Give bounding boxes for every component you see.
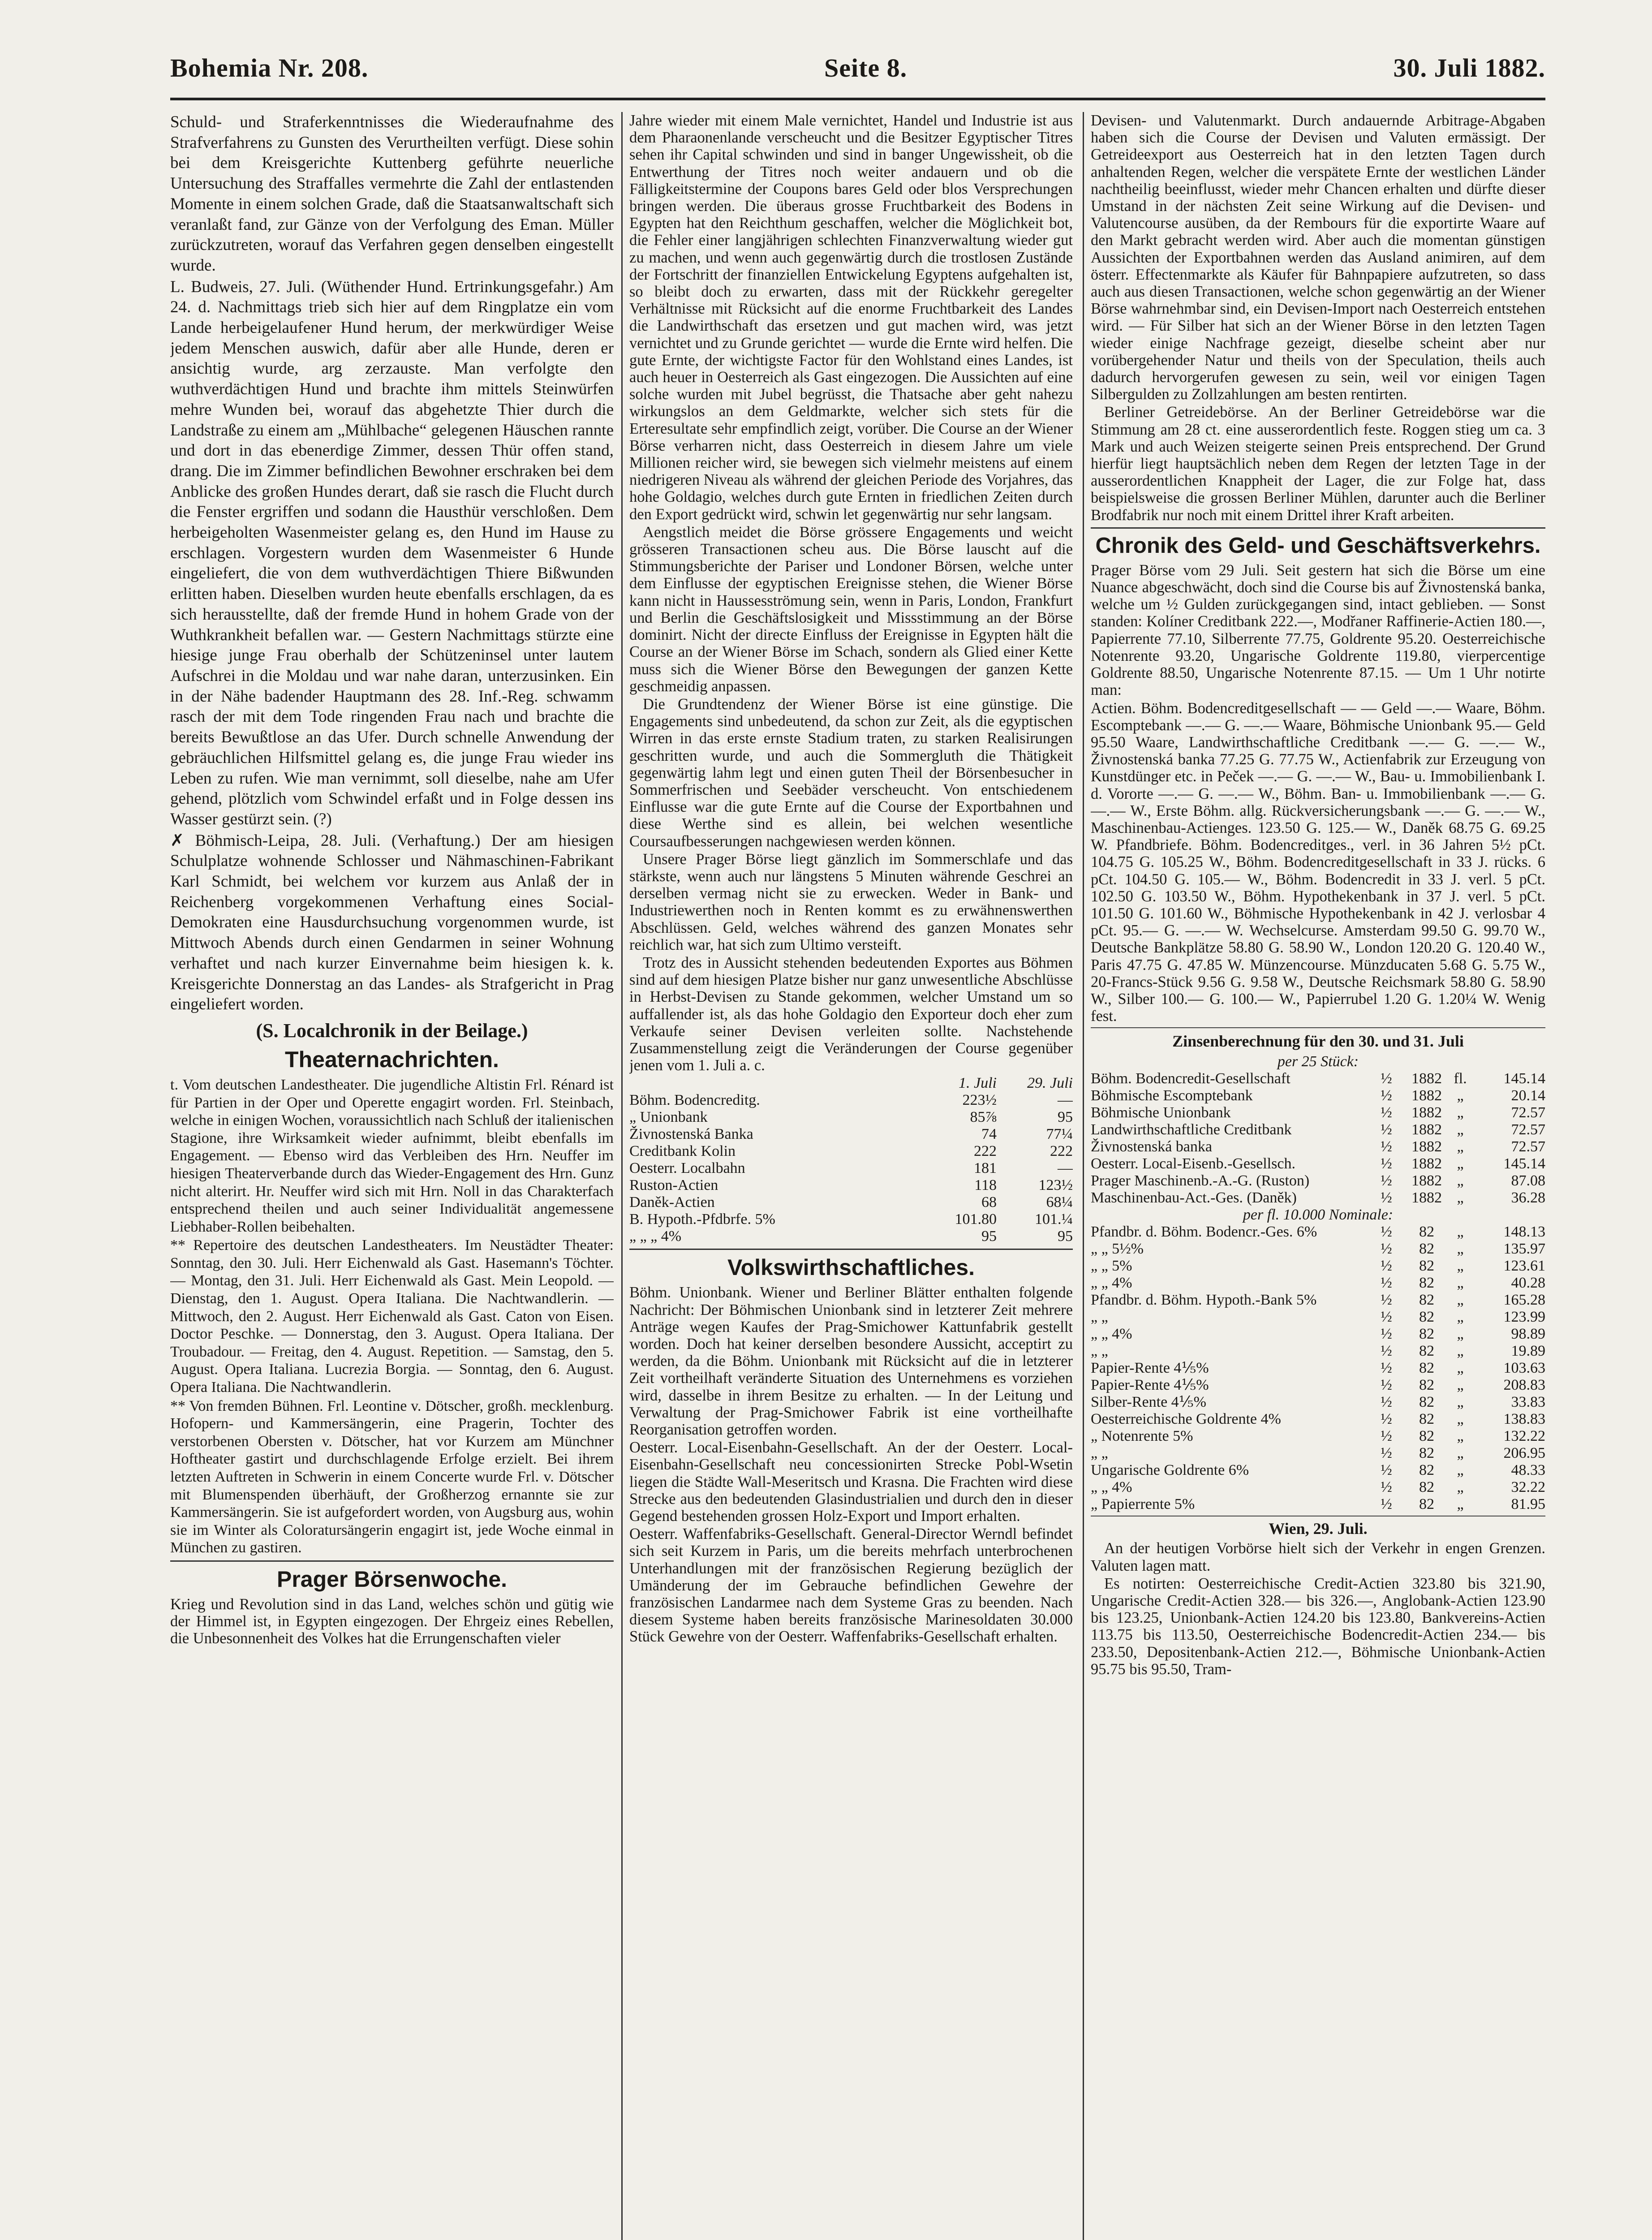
article-vienna-1: An der heutigen Vorbörse hielt sich der Verkehr in engen Grenzen. Valuten lagen matt.	[1091, 1540, 1545, 1574]
table-row	[629, 1126, 1073, 1143]
security-name: Ungarische Goldrente 6%	[1091, 1462, 1249, 1479]
security-name: Pfandbr. d. Böhm. Bodencr.-Ges. 6%	[1091, 1223, 1317, 1241]
value-july-1: 95	[981, 1228, 997, 1245]
table-row	[1091, 1223, 1545, 1241]
period: ½	[1381, 1394, 1392, 1411]
year: 82	[1419, 1258, 1434, 1275]
article-unionbank: Böhm. Unionbank. Wiener und Berliner Blätter enthalten folgende Nachricht: Der Böhmischen Unionbank sind in letzterer Zeit mehrere Anträge wegen Kaufes der Prag-Smichower Kattunfabrik gestellt worden. Doch hat keiner derselben besondere Aussicht, acceptirt zu werden, da die Böhm. Unionbank mit Rücksicht auf die in letzterer Zeit vortheilhaft veränderte Situation des Unternehmens es vorziehen wird, dasselbe in ihrem Besitze zu erhalten. — In der Leitung und Verwaltung der Prag-Smichower Fabrik ist eine vortheilhafte Reorganisation getroffen worden.	[629, 1284, 1073, 1438]
security-name: Maschinenbau-Act.-Ges. (Daněk)	[1091, 1189, 1297, 1206]
currency: „	[1457, 1258, 1464, 1275]
year: 82	[1419, 1223, 1434, 1241]
interest-table-subtitle-2: per fl. 10.000 Nominale:	[1243, 1206, 1394, 1223]
security-name: Papier-Rente 4⅕%	[1091, 1377, 1209, 1394]
column-3	[1091, 112, 1545, 2240]
interest-table	[1091, 1070, 1545, 1206]
table-row	[1091, 1258, 1545, 1275]
article-prager-boerse: Prager Börse vom 29 Juli. Seit gestern hat sich die Börse um eine Nuance abgeschwächt, doch sind die Course bis auf Živnostenská banka, welche um ½ Gulden zurückgegangen sind, intact geblieben. — Sonst standen: Kolíner Creditbank 222.—, Modřaner Raffinerie-Actien 180.—, Papierrente 77.10, Silberrente 77.75, Goldrente 95.20. Oesterreichische Notenrente 93.20, Ungarische Goldrente 119.80, vierpercentige Goldrente 88.50, Ungarische Notenrente 87.15. — Um 1 Uhr notirte man:	[1091, 561, 1545, 699]
interest-table-subtitle: per 25 Stück:	[1277, 1053, 1359, 1070]
table-row	[629, 1177, 1073, 1194]
year: 82	[1419, 1241, 1434, 1258]
interest-amount: 138.83	[1503, 1411, 1545, 1428]
currency: „	[1457, 1360, 1464, 1377]
period: ½	[1381, 1258, 1392, 1275]
currency: „	[1457, 1445, 1464, 1462]
year: 1882	[1411, 1070, 1442, 1087]
table-row	[1091, 1087, 1545, 1104]
value-july-1: 68	[981, 1194, 997, 1211]
period: ½	[1381, 1172, 1392, 1189]
currency: „	[1457, 1155, 1464, 1172]
year: 82	[1419, 1377, 1434, 1394]
security-name: Böhmische Escomptebank	[1091, 1087, 1253, 1104]
table-row	[1091, 1155, 1545, 1172]
year: 82	[1419, 1292, 1434, 1309]
security-name: „ „ „ 4%	[629, 1228, 682, 1245]
interest-table-2	[1091, 1223, 1545, 1513]
section-rule	[170, 1560, 614, 1562]
interest-amount: 33.83	[1511, 1394, 1545, 1411]
value-july-29: 222	[1050, 1143, 1073, 1160]
table-row	[629, 1143, 1073, 1160]
interest-amount: 40.28	[1511, 1275, 1545, 1292]
security-name: Oesterr. Local-Eisenb.-Gesellsch.	[1091, 1155, 1295, 1172]
value-july-1: 101.80	[955, 1211, 997, 1228]
currency: „	[1457, 1462, 1464, 1479]
interest-amount: 19.89	[1511, 1343, 1545, 1360]
interest-amount: 165.28	[1503, 1292, 1545, 1309]
period: ½	[1381, 1241, 1392, 1258]
year: 82	[1419, 1275, 1434, 1292]
security-name: „ Notenrente 5%	[1091, 1428, 1193, 1445]
page-number: Seite 8.	[824, 53, 908, 82]
security-name: Ruston-Actien	[629, 1177, 718, 1194]
course-table	[629, 1092, 1073, 1245]
year: 82	[1419, 1445, 1434, 1462]
year: 82	[1419, 1428, 1434, 1445]
security-name: Böhm. Bodencreditg.	[629, 1092, 760, 1109]
table-row	[1091, 1326, 1545, 1343]
article-quotes: Actien. Böhm. Bodencreditgesellschaft — — Geld —.— Waare, Böhm. Escomptebank —.— G. —.— Waare, Böhmische Unionbank 95.— Geld 95.50 Waare, Landwirthschaftliche Creditbank —.— G. —.— W., Živnostenská banka 77.25 G. 77.75 W., Actienfabrik zur Erzeugung von Kunstdünger etc. in Peček —.— G. —.— W., Bau- u. Immobilienbank I. d. Vororte —.— G. —.— W., Böhm. Ban- u. Immobilienbank —.— G. —.— W., Erste Böhm. allg. Rückversicherungsbank —.— G. —.— W., Maschinenbau-Actienges. 123.50 G. 125.— W., Daněk 68.75 G. 69.25 W. Pfandbriefe. Böhm. Bodencreditges., verl. in 36 Jahren 5½ pCt. 104.75 G. 105.25 W., Böhm. Bodencreditgesellschaft in 33 J. rücks. 6 pCt. 104.50 G. 105.— W., Böhm. Bodencredit in 33 J. verl. 5 pCt. 102.50 G. 103.50 W., Böhm. Hypothekenbank in 37 J. verl. 5 pCt. 101.50 G. 101.60 W., Böhmische Hypothekenbank in 42 J. verlosbar 4 pCt. 95.— G. —.— W. Wechselcurse. Amsterdam 99.50 G. 99.70 W., Deutsche Bankplätze 58.80 G. 58.90 W., London 120.20 G. 120.40 W., Paris 47.75 G. 47.85 W. Münzencourse. Münzducaten 5.68 G. 5.75 W., 20-Francs-Stück 9.56 G. 9.58 W., Deutsche Reichsmark 58.80 G. 58.90 W., Silber 100.— G. 100.— W., Papierrubel 1.20 G. 1.20¼ W. Wenig fest.	[1091, 699, 1545, 1025]
value-july-1: 118	[974, 1177, 997, 1194]
table-row	[1091, 1189, 1545, 1206]
interest-amount: 72.57	[1511, 1121, 1545, 1138]
security-name: B. Hypoth.-Pfdbrfe. 5%	[629, 1211, 775, 1228]
column-head-july-1: 1. Juli	[959, 1075, 997, 1092]
year: 1882	[1411, 1087, 1442, 1104]
year: 1882	[1411, 1172, 1442, 1189]
page-header	[170, 53, 1545, 102]
currency: „	[1457, 1377, 1464, 1394]
currency: „	[1457, 1496, 1464, 1513]
security-name: Živnostenská banka	[1091, 1138, 1212, 1155]
security-name: Daněk-Actien	[629, 1194, 715, 1211]
value-july-1: 74	[981, 1126, 997, 1143]
currency: „	[1457, 1189, 1464, 1206]
security-name: „ „ 4%	[1091, 1275, 1132, 1292]
security-name: „ „ 5%	[1091, 1258, 1132, 1275]
period: ½	[1381, 1275, 1392, 1292]
year: 82	[1419, 1496, 1434, 1513]
period: ½	[1381, 1462, 1392, 1479]
security-name: Prager Maschinenb.-A.-G. (Ruston)	[1091, 1172, 1310, 1189]
period: ½	[1381, 1309, 1392, 1326]
currency: „	[1457, 1121, 1464, 1138]
security-name: „ „ 5½%	[1091, 1241, 1144, 1258]
article-boersenwoche-cont: Jahre wieder mit einem Male vernichtet, Handel und Industrie ist aus dem Pharaonenlande verscheucht und die Besitzer Egyptischer Titres sehen ihr Capital schwinden und sind in banger Ungewissheit, ob die Entwerthung der Titres noch weiter andauern und ob die Fälligkeitstermine der Coupons bares Geld oder blos Versprechungen bringen werden. Die überaus grosse Fruchtbarkeit des Bodens in Egypten hat den Reichthum geschaffen, welcher die Möglichkeit bot, die Fehler einer langjährigen schlechten Finanzverwaltung wieder gut zu machen, und wenn auch gegenwärtig durch die trostlosen Zustände der Fortschritt der finanziellen Entwickelung Egyptens aufgehalten ist, so bleibt doch zu erwarten, dass mit der Rückkehr geregelter Verhältnisse mit Rücksicht auf die enorme Fruchtbarkeit des Landes die Landwirthschaft das ersetzen und gut machen wird, was jetzt vernichtet und zu Grunde gerichtet — wurde die Ernte wird helfen. Die gute Ernte, der wichtigste Factor für den Wohlstand eines Landes, ist auch heuer in Oesterreich als Gast eingezogen. Die Aussichten auf eine solche wurden mit Jubel begrüsst, die Thatsache aber geht nahezu wirkungslos an dem Geldmarkte, welcher sich stets für die Erteresultate sehr empfindlich zeigt, vorüber. Die Course an der Wiener Börse verharren nicht, dass Oesterreich in diesem Jahre um viele Millionen reicher wird, sie bewegen sich vielmehr meistens auf einem niedrigeren Niveau als während der gleichen Periode des Vorjahres, das hohe Goldagio, welches durch gute Ernten in friedlichen Zeiten durch den Export gedrückt wird, schwin let gegenwärtig nur sehr langsam.	[629, 112, 1073, 523]
security-name: Böhmische Unionbank	[1091, 1104, 1231, 1121]
period: ½	[1381, 1428, 1392, 1445]
article-landestheater: t. Vom deutschen Landestheater. Die jugendliche Altistin Frl. Rénard ist für Partien in der Oper und Operette engagirt worden. Frl. Steinbach, welche in einigen Wochen, voraussichtlich nach Schluß der italienischen Stagione, ihre Wirksamkeit wieder aufnimmt, bleibt ebenfalls im Engagement. — Ebenso wird das Verbleiben des Hrn. Neuffer im hiesigen Theaterverbande durch das Wieder-Engagement des Hrn. Gunz nicht alterirt. Hr. Neuffer wird sich mit Hrn. Noll in das Charakterfach entsprechend theilen und auch seiner Individualität angemessene Liebhaber-Rollen beibehalten.	[170, 1076, 614, 1235]
section-rule	[1091, 527, 1545, 529]
table-row	[629, 1160, 1073, 1177]
security-name: Creditbank Kolin	[629, 1143, 736, 1160]
period: ½	[1381, 1121, 1392, 1138]
security-name: „ „	[1091, 1309, 1108, 1326]
section-title-chronik: Chronik des Geld- und Geschäftsverkehrs.	[1095, 533, 1541, 558]
interest-amount: 123.61	[1503, 1258, 1545, 1275]
currency: „	[1457, 1172, 1464, 1189]
value-july-1: 181	[974, 1160, 997, 1177]
interest-amount: 72.57	[1511, 1138, 1545, 1155]
column-divider	[1083, 112, 1084, 2240]
table-row	[1091, 1292, 1545, 1309]
article-waffenfabrik: Oesterr. Waffenfabriks-Gesellschaft. General-Director Werndl befindet sich seit Kurzem in Paris, um die bereits mehrfach unterbrochenen Unterhandlungen mit der französischen Regierung bezüglich der Umänderung der im Gebrauche befindlichen Gewehre der französischen Landarmee nach dem Systeme Gras zu beenden. Nach diesem Systeme haben bereits französische Marinesoldaten 30.000 Stück Gewehre von der Oesterr. Waffenfabriks-Gesellschaft erhalten.	[629, 1525, 1073, 1646]
article-verdict: Schuld- und Straferkenntnisses die Wiederaufnahme des Strafverfahrens zu Gunsten des Verurtheilten verfügt. Diese sohin bei dem Kreisgerichte Kuttenberg geführte neuerliche Untersuchung des Straffalles vermehrte die Zahl der entlastenden Momente in einem solchen Grade, daß die Staatsanwaltschaft sich veranlaßt fand, zur Gänze von der Verfolgung des Eman. Müller zurückzutreten, worauf das Verfahren gegen denselben eingestellt wurde.	[170, 113, 614, 275]
issue-date: 30. Juli 1882.	[1393, 53, 1545, 82]
table-row	[629, 1194, 1073, 1211]
section-title-volkswirthschaft: Volkswirthschaftliches.	[727, 1255, 975, 1280]
table-row	[1091, 1309, 1545, 1326]
currency: „	[1457, 1343, 1464, 1360]
column-1	[170, 112, 614, 2240]
year: 82	[1419, 1309, 1434, 1326]
period: ½	[1381, 1138, 1392, 1155]
column-divider	[621, 112, 623, 2240]
table-row	[629, 1109, 1073, 1126]
section-rule	[1091, 1027, 1545, 1028]
security-name: Papier-Rente 4⅕%	[1091, 1360, 1209, 1377]
course-table-header	[629, 1075, 1073, 1092]
article-local-eisenbahn: Oesterr. Local-Eisenbahn-Gesellschaft. An der der Oesterr. Local-Eisenbahn-Gesellschaft neu concessionirten Strecke Pobl-Wsetin liegen die Städte Wall-Meseritsch und Krasna. Die Frachten wird diese Strecke aus den bedeutenden Glasindustrialien und durch den in dieser Gegend bestehenden grossen Holz-Export und Import erhalten.	[629, 1439, 1073, 1525]
value-july-29: 77¼	[1046, 1126, 1073, 1143]
table-row	[1091, 1428, 1545, 1445]
issue-number: Bohemia Nr. 208.	[170, 53, 369, 82]
value-july-29: 68¼	[1046, 1194, 1073, 1211]
year: 82	[1419, 1326, 1434, 1343]
period: ½	[1381, 1326, 1392, 1343]
security-name: „ Unionbank	[629, 1109, 708, 1126]
interest-amount: 206.95	[1503, 1445, 1545, 1462]
value-july-1: 222	[974, 1143, 997, 1160]
period: ½	[1381, 1155, 1392, 1172]
section-title-theatre: Theaternachrichten.	[285, 1047, 499, 1072]
period: ½	[1381, 1070, 1392, 1087]
table-row	[1091, 1411, 1545, 1428]
currency: „	[1457, 1104, 1464, 1121]
security-name: Oesterr. Localbahn	[629, 1160, 745, 1177]
interest-amount: 36.28	[1511, 1189, 1545, 1206]
period: ½	[1381, 1223, 1392, 1241]
table-row	[1091, 1104, 1545, 1121]
interest-amount: 123.99	[1503, 1309, 1545, 1326]
table-row	[1091, 1360, 1545, 1377]
year: 1882	[1411, 1189, 1442, 1206]
value-july-1: 85⅞	[970, 1109, 997, 1126]
table-row	[629, 1092, 1073, 1109]
period: ½	[1381, 1479, 1392, 1496]
column-head-july-29: 29. Juli	[1027, 1075, 1073, 1092]
table-row	[1091, 1377, 1545, 1394]
period: ½	[1381, 1343, 1392, 1360]
article-getreideboerse: Berliner Getreidebörse. An der Berliner Getreidebörse war die Stimmung am 28 ct. eine ausserordentlich feste. Roggen stieg um ca. 3 Mark und auch Weizen steigerte seinen Preis entsprechend. Der Grund hierfür liegt hauptsächlich neben dem Regen der letzten Tage in der ausserordentlichen Knappheit der Lager, die zur Folge hat, dass beispielsweise die grossen Berliner Mühlen, darunter auch die Berliner Brodfabrik nur noch mit einem Drittel ihrer Kraft arbeiten.	[1091, 404, 1545, 524]
header-rule	[170, 98, 1545, 100]
article-boersenwoche-p4: Unsere Prager Börse liegt gänzlich im Sommerschlafe und das stärkste, wenn auch nur längstens 5 Minuten währende Geschrei an derselben vermag nicht sie zu erwecken. Weder in Bank- und Industriewerthen noch in Renten kommt es zu erwähnenswerthen Abschlüssen. Geld, welches während des ganzen Monates sehr reichlich war, hat sich zum Ultimo versteift.	[629, 850, 1073, 953]
currency: „	[1457, 1428, 1464, 1445]
interest-amount: 72.57	[1511, 1104, 1545, 1121]
value-july-29: 123½	[1038, 1177, 1073, 1194]
period: ½	[1381, 1360, 1392, 1377]
security-name: Živnostenská Banka	[629, 1126, 753, 1143]
period: ½	[1381, 1189, 1392, 1206]
value-july-29: 95	[1058, 1109, 1073, 1126]
interest-amount: 145.14	[1503, 1155, 1545, 1172]
table-row	[629, 1211, 1073, 1228]
article-foreign-stages: ** Von fremden Bühnen. Frl. Leontine v. Dötscher, großh. mecklenburg. Hofopern- und Kammersängerin, eine Pragerin, Tochter des verstorbenen Obersten v. Dötscher, hat vor Kurzem am Münchner Hoftheater gastirt und durchschlagende Erfolge erzielt. Bei ihrem letzten Auftreten in Schwerin in einem Concerte wurde Frl. v. Dötscher mit Blumenspenden überhäuft, der Großherzog ernannte sie zur Kammersängerin. Sie ist aufgefordert worden, von Augsburg aus, wohin sie im Winter als Coloratursängerin engagirt ist, jede Woche einmal in München zu gastiren.	[170, 1397, 614, 1556]
table-row	[1091, 1496, 1545, 1513]
security-name: „ „	[1091, 1445, 1108, 1462]
security-name: Oesterreichische Goldrente 4%	[1091, 1411, 1281, 1428]
value-july-29: 101.¼	[1035, 1211, 1073, 1228]
currency: „	[1457, 1411, 1464, 1428]
period: ½	[1381, 1411, 1392, 1428]
table-row	[1091, 1172, 1545, 1189]
security-name: „ Papierrente 5%	[1091, 1496, 1195, 1513]
table-row	[1091, 1121, 1545, 1138]
column-2	[629, 112, 1073, 2240]
year: 82	[1419, 1479, 1434, 1496]
year: 82	[1419, 1411, 1434, 1428]
table-row	[1091, 1343, 1545, 1360]
period: ½	[1381, 1445, 1392, 1462]
interest-amount: 32.22	[1511, 1479, 1545, 1496]
security-name: Böhm. Bodencredit-Gesellschaft	[1091, 1070, 1291, 1087]
interest-amount: 103.63	[1503, 1360, 1545, 1377]
period: ½	[1381, 1087, 1392, 1104]
period: ½	[1381, 1496, 1392, 1513]
security-name: „ „ 4%	[1091, 1479, 1132, 1496]
currency: „	[1457, 1275, 1464, 1292]
section-rule	[629, 1249, 1073, 1250]
currency: fl.	[1454, 1070, 1467, 1087]
article-boersenwoche-p2: Aengstlich meidet die Börse grössere Engagements und weicht grösseren Transactionen scheu aus. Die Börse lauscht auf die Stimmungsberichte der Pariser und Londoner Börsen, welche unter dem Einflusse der egyptischen Ereignisse stehen, die Wiener Börse kann nicht in Haussesströmung sein, wenn in Paris, London, Frankfurt und Berlin die Geschäftslosigkeit und Missstimmung an der Börse dominirt. Nicht der directe Einfluss der Ereignisse in Egypten hält die Course an der Wiener Börse im Schach, sondern als Glied einer Kette muss sich die Wiener Börse den Bewegungen der ganzen Kette geschmeidig anpassen.	[629, 523, 1073, 695]
period: ½	[1381, 1292, 1392, 1309]
article-repertoire: ** Repertoire des deutschen Landestheaters. Im Neustädter Theater: Sonntag, den 30. Juli. Herr Eichenwald als Gast. Hasemann's Töchter. — Montag, den 31. Juli. Herr Eichenwald als Gast. Mein Leopold. — Dienstag, den 1. August. Opera Italiana. Die Nachtwandlerin. — Mittwoch, den 2. August. Herr Eichenwald als Gast. Caton von Eisen. Doctor Peschke. — Donnerstag, den 3. August. Opera Italiana. Der Troubadour. — Freitag, den 4. August. Repetition. — Samstag, den 5. August. Opera Italiana. Lucrezia Borgia. — Sonntag, den 6. August. Opera Italiana. Die Nachtwandlerin.	[170, 1237, 614, 1396]
year: 1882	[1411, 1155, 1442, 1172]
interest-amount: 48.33	[1511, 1462, 1545, 1479]
security-name: Silber-Rente 4⅕%	[1091, 1394, 1206, 1411]
year: 1882	[1411, 1121, 1442, 1138]
interest-amount: 132.22	[1503, 1428, 1545, 1445]
interest-amount: 208.83	[1503, 1377, 1545, 1394]
table-row	[1091, 1275, 1545, 1292]
year: 82	[1419, 1462, 1434, 1479]
interest-amount: 148.13	[1503, 1223, 1545, 1241]
local-chronicle-note: (S. Localchronik in der Beilage.)	[256, 1019, 528, 1042]
interest-amount: 87.08	[1511, 1172, 1545, 1189]
currency: „	[1457, 1479, 1464, 1496]
security-name: „ „	[1091, 1343, 1108, 1360]
currency: „	[1457, 1138, 1464, 1155]
year: 82	[1419, 1394, 1434, 1411]
currency: „	[1457, 1223, 1464, 1241]
vienna-dateline: Wien, 29. Juli.	[1269, 1520, 1368, 1538]
year: 82	[1419, 1360, 1434, 1377]
period: ½	[1381, 1377, 1392, 1394]
table-row	[1091, 1462, 1545, 1479]
table-row	[1091, 1138, 1545, 1155]
value-july-29: 95	[1058, 1228, 1073, 1245]
currency: „	[1457, 1087, 1464, 1104]
security-name: Pfandbr. d. Böhm. Hypoth.-Bank 5%	[1091, 1292, 1317, 1309]
security-name: „ „ 4%	[1091, 1326, 1132, 1343]
interest-amount: 145.14	[1503, 1070, 1545, 1087]
table-row	[1091, 1479, 1545, 1496]
security-name: Landwirthschaftliche Creditbank	[1091, 1121, 1292, 1138]
table-row	[1091, 1394, 1545, 1411]
section-title-boersenwoche: Prager Börsenwoche.	[276, 1566, 508, 1592]
currency: „	[1457, 1326, 1464, 1343]
table-row	[1091, 1445, 1545, 1462]
value-july-29: —	[1058, 1160, 1073, 1177]
article-boersenwoche-start: Krieg und Revolution sind in das Land, welches schön und gütig wie der Himmel ist, in Egypten eingezogen. Der Ehrgeiz eines Rebellen, die Unbesonnenheit des Volkes hat die Errungenschaften vieler	[170, 1595, 614, 1647]
interest-amount: 98.89	[1511, 1326, 1545, 1343]
year: 1882	[1411, 1104, 1442, 1121]
article-leipa: ✗ Böhmisch-Leipa, 28. Juli. (Verhaftung.) Der am hiesigen Schulplatze wohnende Schlosser und Nähmaschinen-Fabrikant Karl Schmidt, bei welchem vor kurzem aus Anlaß der in Reichenberg vorgekommenen Verhaftung eines Social-Demokraten eine Hausdurchsuchung vorgenommen wurde, ist Mittwoch Abends durch einen Gendarmen in seiner Wohnung verhaftet und nach kurzer Einvernahme beim hiesigen k. k. Kreisgerichte Donnerstag an das Landes- als Strafgericht in Prag eingeliefert worden.	[170, 831, 614, 1014]
value-july-29: —	[1058, 1092, 1073, 1109]
year: 82	[1419, 1343, 1434, 1360]
period: ½	[1381, 1104, 1392, 1121]
year: 1882	[1411, 1138, 1442, 1155]
article-boersenwoche-p3: Die Grundtendenz der Wiener Börse ist eine günstige. Die Engagements sind unbedeutend, da schon zur Zeit, als die egyptischen Wirren in das erste ernste Stadium traten, zu starken Realisirungen geschritten wurde, und auch die Sommergluth die Thätigkeit gegenwärtig lahm legt und einen guten Theil der Börsenbesucher in Sommerfrischen und Seebäder verscheucht. Von entschiedenem Einflusse war die gute Ernte auf die Course der Exportbahnen und diese Werthe sind es allein, bei welchen wesentliche Coursaufbesserungen nachgewiesen werden können.	[629, 695, 1073, 850]
currency: „	[1457, 1292, 1464, 1309]
interest-amount: 20.14	[1511, 1087, 1545, 1104]
interest-amount: 135.97	[1503, 1241, 1545, 1258]
article-budweis: L. Budweis, 27. Juli. (Wüthender Hund. Ertrinkungsgefahr.) Am 24. d. Nachmittags trieb sich hier auf dem Ringplatze ein vom Lande herbeigelaufener Hund herum, der merkwürdiger Weise jedem Menschen auswich, dafür aber alle Hunde, deren er ansichtig wurde, arg zerzauste. Man verfolgte den wuthverdächtigen Hund und brachte ihm mittels Steinwürfen mehre Wunden bei, worauf das abgehetzte Thier durch die Landstraße zu einem am „Mühlbache“ gelegenen Häuschen rannte und dort in das ebenerdige Zimmer, dessen Thür offen stand, drang. Die im Zimmer befindlichen Bewohner erschraken bei dem Anblicke des großen Hundes derart, daß sie rasch die Flucht durch die Fenster ergriffen und sodann die Hausthür verschloßen. Dem herbeigeholten Wasenmeister gelang es, den Hund im Hause zu erschlagen. Vorgestern wurden dem Wasenmeister 6 Hunde eingeliefert, die von dem wuthverdächtigen Thiere Bißwunden erlitten haben. Dieselben wurden heute ebenfalls erschlagen, da es sich herausstellte, daß der fremde Hund in hohem Grade von der Wuthkrankheit befallen war. — Gestern Nachmittags stürzte eine hiesige junge Frau oberhalb der Schützeninsel unter lautem Aufschrei in die Moldau und war nahe daran, unterzusinken. Ein in der Nähe badender Hauptmann des 28. Inf.-Reg. schwamm rasch der mit dem Tode ringenden Frau nach und brachte die bereits Bewußtlose an das Ufer. Durch schnelle Anwendung der gebräuchlichen Hilfsmittel gelang es, die junge Frau wieder ins Leben zu rufen. Wie man vernimmt, soll dieselbe, nahe am Ufer gehend, plötzlich vom Schwindel erfaßt und in Folge dessen ins Wasser gestürzt sein. (?)	[170, 277, 614, 828]
article-boersenwoche-p5: Trotz des in Aussicht stehenden bedeutenden Exportes aus Böhmen sind auf dem hiesigen Platze bisher nur ganz unwesentliche Abschlüsse in Herbst-Devisen zu Stande gekommen, welcher Umstand um so auffallender ist, als das hohe Goldagio den Exporteur doch eher zum Verkaufe seiner Devisen verleiten sollte. Nachstehende Zusammenstellung zeigt die Veränderungen der Course gegenüber jenen vom 1. Juli a. c.	[629, 954, 1073, 1074]
currency: „	[1457, 1241, 1464, 1258]
interest-table-title: Zinsenberechnung für den 30. und 31. Juli	[1172, 1032, 1464, 1051]
value-july-1: 223½	[962, 1092, 997, 1109]
table-row	[1091, 1241, 1545, 1258]
article-vienna-2: Es notirten: Oesterreichische Credit-Actien 323.80 bis 321.90, Ungarische Credit-Actien 328.— bis 326.—, Anglobank-Actien 123.90 bis 123.25, Unionbank-Actien 124.20 bis 123.80, Bankvereins-Actien 113.75 bis 113.50, Oesterreichische Bodencredit-Actien 234.— bis 233.50, Depositenbank-Actien 212.—, Böhmische Unionbank-Actien 95.75 bis 95.50, Tram-	[1091, 1575, 1545, 1678]
table-row	[629, 1228, 1073, 1245]
currency: „	[1457, 1309, 1464, 1326]
interest-amount: 81.95	[1511, 1496, 1545, 1513]
currency: „	[1457, 1394, 1464, 1411]
article-devisen: Devisen- und Valutenmarkt. Durch andauernde Arbitrage-Abgaben haben sich die Course der Devisen und Valuten ermässigt. Der Getreideexport aus Oesterreich hat in den letzten Tagen durch anhaltenden Regen, welcher die verspätete Ernte der westlichen Länder nachtheilig beeinflusst, wieder mehr Chancen erhalten und dürfte dieser Umstand in der nächsten Zeit seine Wirkung auf die Devisen- und Valutencourse ausüben, da der Rembours für die exportirte Waare auf den Markt gebracht werden wird. Aber auch die momentan günstigen Aussichten der Exportbahnen werden das Ausland animiren, auf dem österr. Effectenmarkte als Käufer für Bahnpapiere aufzutreten, so dass auch aus diesen Transactionen, welche schon gegenwärtig an der Wiener Börse wahrnehmbar sind, ein Devisen-Import nach Oesterreich entstehen wird. — Für Silber hat sich an der Wiener Börse in den letzten Tagen wieder einige Nachfrage gezeigt, dieselbe scheint aber nur vorübergehender Natur und theils von der Speculation, theils auch dadurch hervorgerufen gewesen zu sein, weil vor einigen Tagen Silbergulden zu Zollzahlungen am besten rentirten.	[1091, 112, 1545, 403]
table-row	[1091, 1070, 1545, 1087]
